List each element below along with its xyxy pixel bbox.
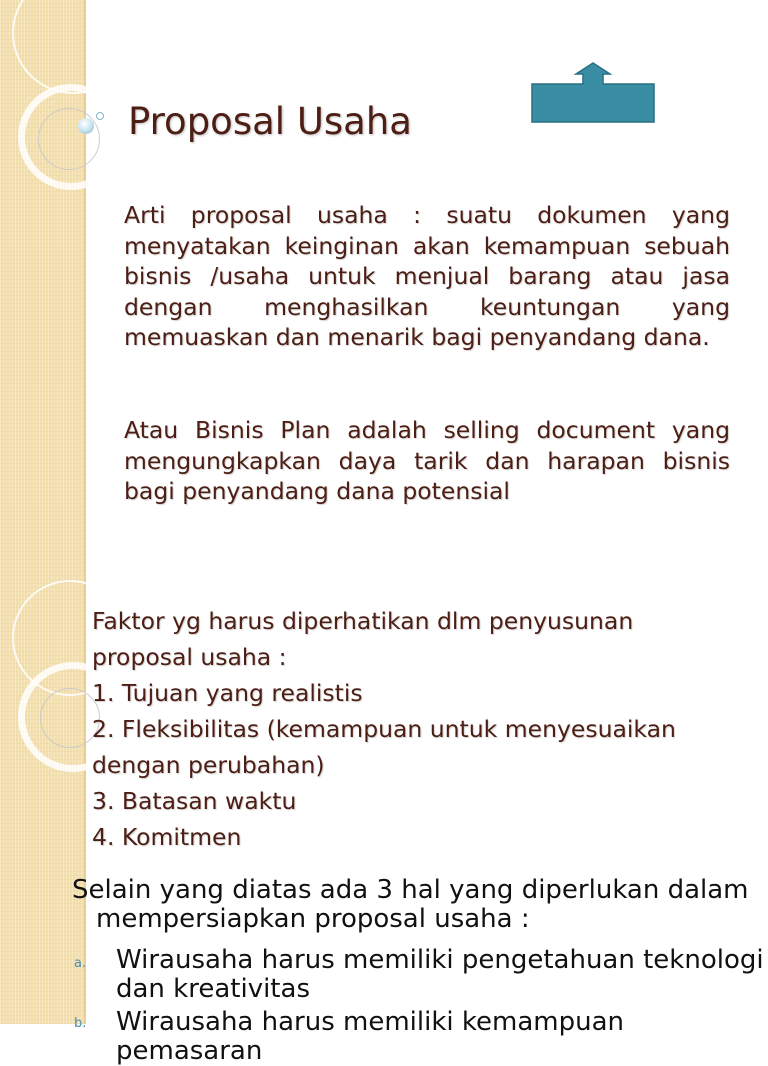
list-item bbox=[116, 1008, 766, 1066]
faktor-line: 4. Komitmen bbox=[92, 823, 242, 851]
list-marker: a. bbox=[74, 956, 87, 971]
decorative-ring bbox=[38, 108, 100, 170]
page-title: Proposal Usaha bbox=[128, 100, 412, 143]
faktor-line: proposal usaha : bbox=[92, 643, 287, 671]
list-item bbox=[116, 946, 766, 1004]
list-item-line: Wirausaha harus memiliki pengetahuan teknologi bbox=[116, 945, 764, 975]
faktor-line: 2. Fleksibilitas (kemampuan untuk menyesuaikan bbox=[92, 715, 676, 743]
faktor-line: 3. Batasan waktu bbox=[92, 787, 297, 815]
selain-intro bbox=[72, 876, 752, 934]
selain-line: Selain yang diatas ada 3 hal yang diperlukan dalam bbox=[72, 875, 749, 905]
definition-paragraph: Arti proposal usaha : suatu dokumen yang menyatakan keinginan akan kemampuan sebuah bisnis /usaha untuk menjual barang atau jasa dengan menghasilkan keuntungan yang memuaskan dan menarik bagi penyandang dana. bbox=[124, 201, 730, 351]
small-dot-icon bbox=[96, 112, 104, 120]
faktor-line: Faktor yg harus diperhatikan dlm penyusunan bbox=[92, 607, 634, 635]
selain-line: mempersiapkan proposal usaha : bbox=[96, 904, 530, 934]
faktor-list bbox=[92, 603, 732, 855]
list-item-line: Wirausaha harus memiliki kemampuan pemasaran bbox=[116, 1007, 624, 1066]
decorative-ring bbox=[40, 688, 100, 748]
faktor-line: 1. Tujuan yang realistis bbox=[92, 679, 363, 707]
business-plan-paragraph: Atau Bisnis Plan adalah selling document yang mengungkapkan daya tarik dan harapan bisnis bagi penyandang dana potensial bbox=[124, 416, 730, 505]
list-marker: b. bbox=[74, 1016, 87, 1031]
up-arrow-icon[interactable] bbox=[530, 62, 656, 124]
bullet-dot-icon bbox=[78, 118, 94, 134]
list-item-line: dan kreativitas bbox=[116, 974, 310, 1004]
faktor-line: dengan perubahan) bbox=[92, 751, 325, 779]
